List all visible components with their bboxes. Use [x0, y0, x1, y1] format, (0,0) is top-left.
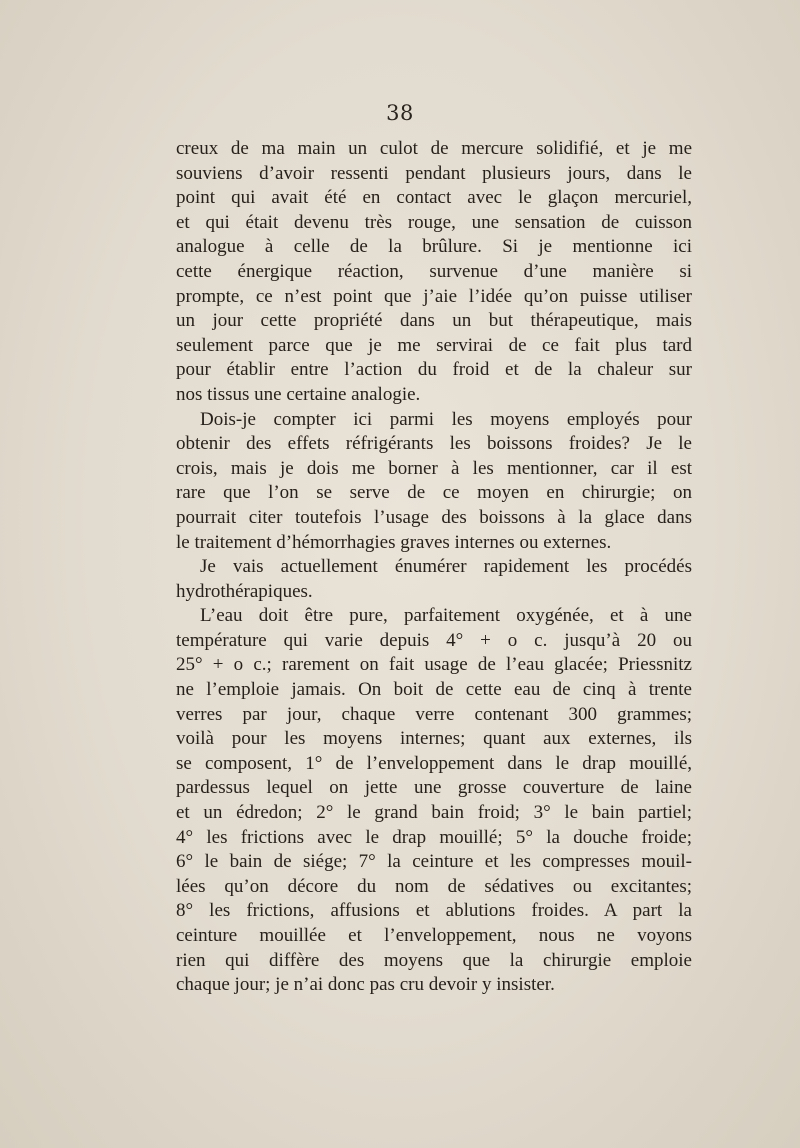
text-line: analogue à celle de la brûlure. Si je mentionne ici [176, 236, 692, 258]
text-line: crois, mais je dois me borner à les mentionner, car il est [176, 457, 692, 479]
text-line: rien qui diffère des moyens que la chirurgie emploie [176, 949, 692, 971]
text-line: voilà pour les moyens internes; quant aux externes, ils [176, 728, 692, 750]
text-line: 8° les frictions, affusions et ablutions froides. A part la [176, 900, 692, 922]
text-line: 6° le bain de siége; 7° la ceinture et les compresses mouil- [176, 851, 692, 873]
text-line: pourrait citer toutefois l’usage des boissons à la glace dans [176, 506, 692, 528]
text-line: obtenir des effets réfrigérants les boissons froides? Je le [176, 433, 692, 455]
text-line: un jour cette propriété dans un but thérapeutique, mais [176, 310, 692, 332]
text-line: température qui varie depuis 4° + o c. jusqu’à 20 ou [176, 629, 692, 651]
text-line: ne l’emploie jamais. On boit de cette eau de cinq à trente [176, 679, 692, 701]
text-line: nos tissus une certaine analogie. [176, 383, 421, 405]
text-line: 25° + o c.; rarement on fait usage de l’eau glacée; Priessnitz [176, 654, 692, 676]
text-line: verres par jour, chaque verre contenant 300 grammes; [176, 703, 692, 725]
text-line: prompte, ce n’est point que j’aie l’idée qu’on puisse utiliser [176, 285, 692, 307]
text-line: seulement parce que je me servirai de ce fait plus tard [176, 334, 692, 356]
text-line: se composent, 1° de l’enveloppement dans le drap mouillé, [176, 752, 692, 774]
text-line: Je vais actuellement énumérer rapidement les procédés [200, 556, 692, 578]
text-line: cette énergique réaction, survenue d’une manière si [176, 260, 692, 282]
text-line: L’eau doit être pure, parfaitement oxygénée, et à une [200, 605, 692, 627]
text-line: hydrothérapiques. [176, 580, 313, 602]
text-line: souviens d’avoir ressenti pendant plusieurs jours, dans le [176, 162, 692, 184]
text-line: Dois-je compter ici parmi les moyens employés pour [200, 408, 692, 430]
text-line: 4° les frictions avec le drap mouillé; 5° la douche froide; [176, 826, 692, 848]
text-line: ceinture mouillée et l’enveloppement, nous ne voyons [176, 925, 692, 946]
text-line: et qui était devenu très rouge, une sensation de cuisson [176, 211, 692, 233]
text-line: et un édredon; 2° le grand bain froid; 3° le bain partiel; [176, 802, 692, 824]
text-line: lées qu’on décore du nom de sédatives ou excitantes; [176, 875, 692, 897]
page-number: 38 [386, 101, 414, 125]
text-line: le traitement d’hémorrhagies graves internes ou externes. [176, 531, 612, 553]
text-line: pour établir entre l’action du froid et de la chaleur sur [176, 359, 692, 381]
body-text [176, 137, 692, 998]
text-line: creux de ma main un culot de mercure solidifié, et je me [176, 138, 692, 159]
text-line: rare que l’on se serve de ce moyen en chirurgie; on [176, 482, 692, 504]
text-line: point qui avait été en contact avec le glaçon mercuriel, [176, 187, 692, 209]
text-line: chaque jour; je n’ai donc pas cru devoir y insister. [176, 974, 555, 996]
text-line: pardessus lequel on jette une grosse couverture de laine [176, 777, 692, 799]
